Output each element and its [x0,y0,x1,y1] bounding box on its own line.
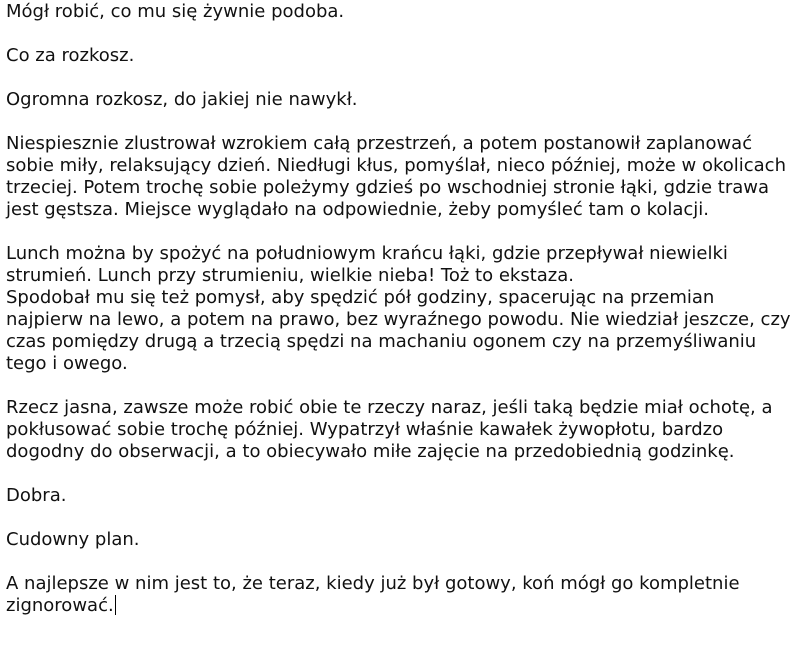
paragraph-5: Lunch można by spożyć na południowym krańcu łąki, gdzie przepływał niewielki strumień. Lunch przy strumieniu, wielkie nieba! Toż to ekstaza. [6,243,728,286]
text-editor-area[interactable] [0,1,800,671]
paragraph-2: Co za rozkosz. [6,45,135,66]
paragraph-8: Dobra. [6,485,67,506]
paragraph-9: Cudowny plan. [6,529,140,550]
paragraph-7: Rzecz jasna, zawsze może robić obie te rzeczy naraz, jeśli taką będzie miał ochotę, a pokłusować sobie trochę później. Wypatrzył właśnie kawałek żywopłotu, bardzo dogodny do obserwacji, a to obiecywało miłe zajęcie na przedobiednią godzinkę. [6,397,773,462]
paragraph-1: Mógł robić, co mu się żywnie podoba. [6,1,345,22]
text-cursor [115,595,116,615]
paragraph-10 [6,573,794,617]
paragraph-6: Spodobał mu się też pomysł, aby spędzić pół godziny, spacerując na przemian najpierw na lewo, a potem na prawo, bez wyraźnego powodu. Nie wiedział jeszcze, czy czas pomiędzy drugą a trzecią spędzi na machaniu ogonem czy na przemyśliwaniu tego i owego. [6,287,791,374]
paragraph-10-text: A najlepsze w nim jest to, że teraz, kiedy już był gotowy, koń mógł go kompletnie zignorować. [6,573,740,616]
paragraph-3: Ogromna rozkosz, do jakiej nie nawykł. [6,89,358,110]
paragraph-4: Niespiesznie zlustrował wzrokiem całą przestrzeń, a potem postanowił zaplanować sobie miły, relaksujący dzień. Niedługi kłus, pomyślał, nieco później, może w okolicach trzeciej. Potem trochę sobie poleżymy gdzieś po wschodniej stronie łąki, gdzie trawa jest gęstsza. Miejsce wyglądało na odpowiednie, żeby pomyśleć tam o kolacji. [6,133,786,220]
